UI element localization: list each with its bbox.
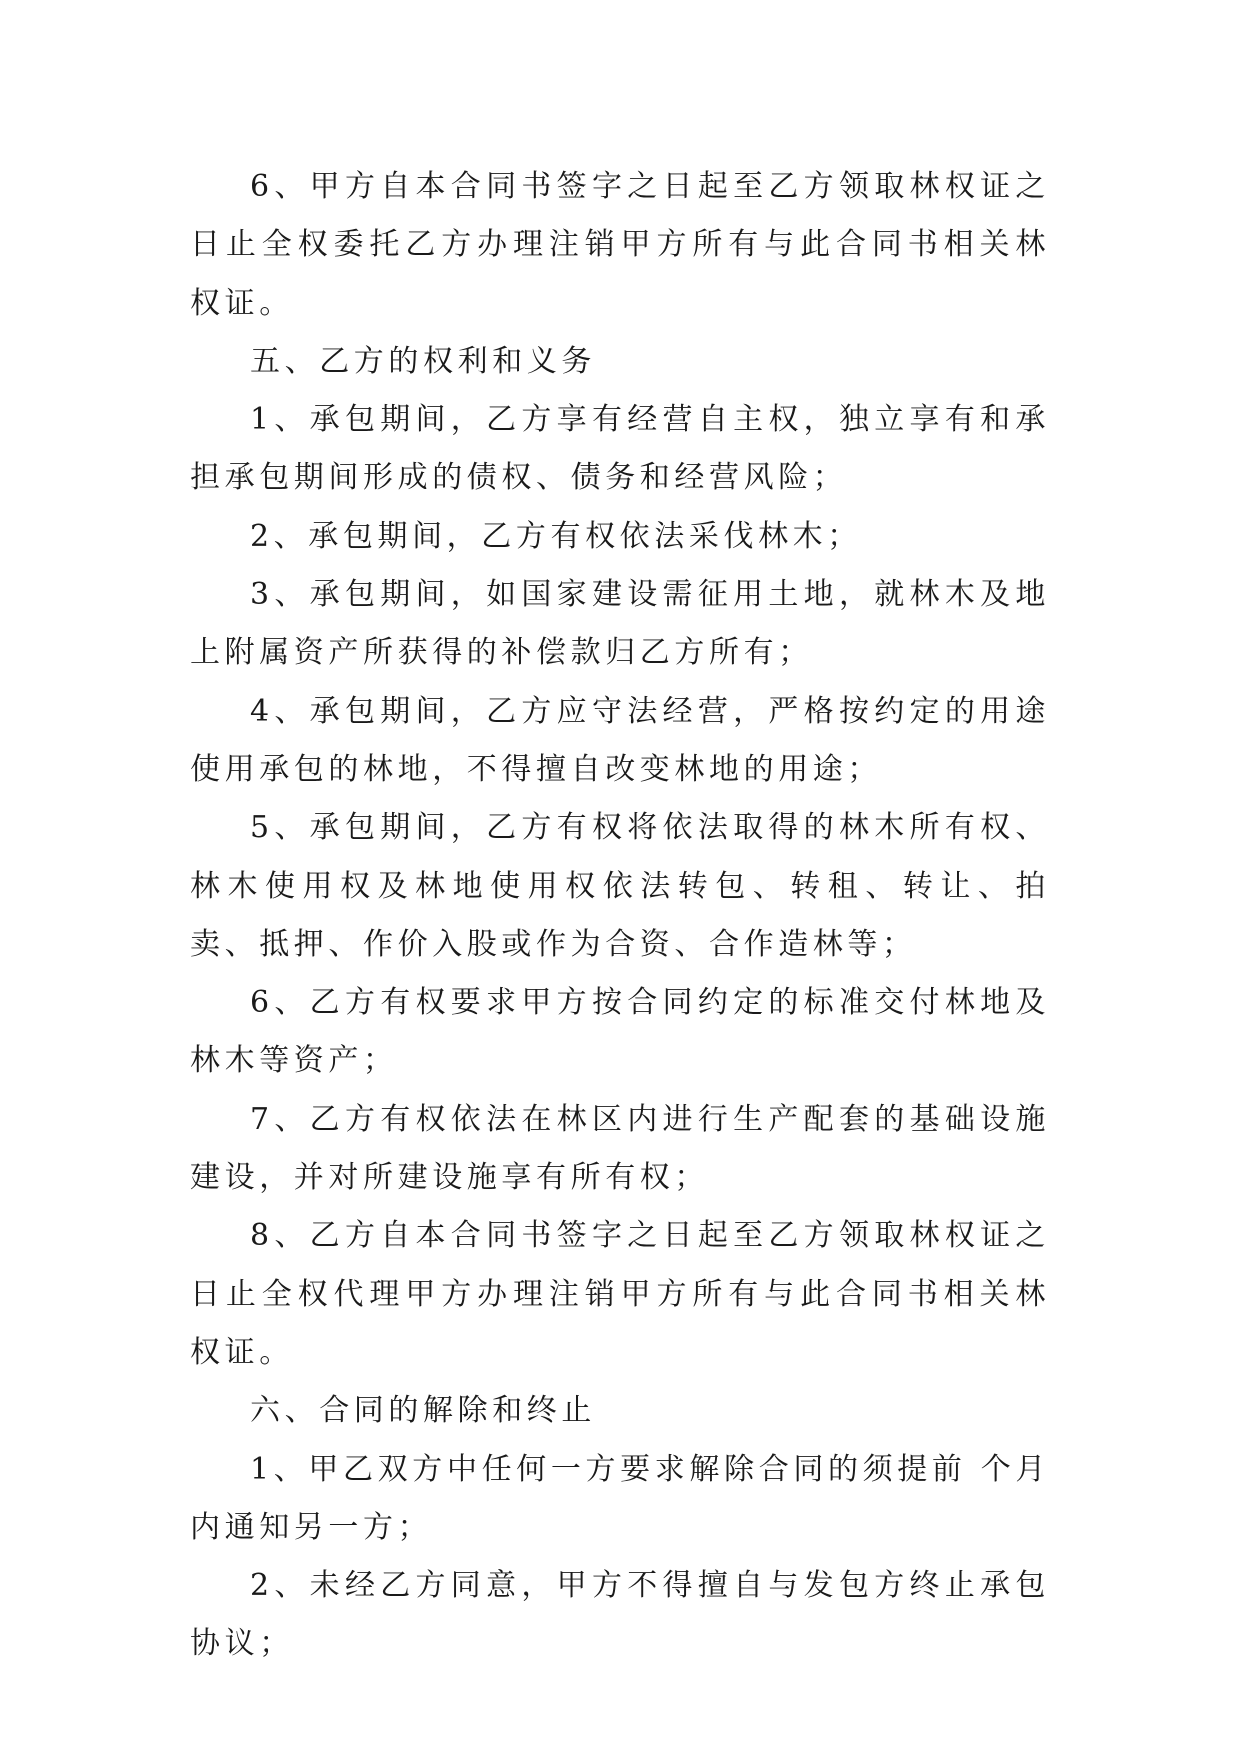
clause-5-5: 5、承包期间，乙方有权将依法取得的林木所有权、林木使用权及林地使用权依法转包、转租、转让、拍卖、抵押、作价入股或作为合资、合作造林等；	[190, 810, 1050, 962]
document-body	[190, 158, 1050, 1674]
section-heading-5: 五、乙方的权利和义务	[250, 343, 596, 379]
clause-5-6: 6、乙方有权要求甲方按合同约定的标准交付林地及林木等资产；	[190, 985, 1050, 1079]
clause-5-3: 3、承包期间，如国家建设需征用土地，就林木及地上附属资产所获得的补偿款归乙方所有；	[190, 577, 1050, 671]
clause-5-1: 1、承包期间，乙方享有经营自主权，独立享有和承担承包期间形成的债权、债务和经营风险；	[190, 402, 1050, 496]
clause-5-4: 4、承包期间，乙方应守法经营，严格按约定的用途使用承包的林地，不得擅自改变林地的用途；	[190, 693, 1050, 787]
clause-4-6: 6、甲方自本合同书签字之日起至乙方领取林权证之日止全权委托乙方办理注销甲方所有与此合同书相关林权证。	[190, 169, 1050, 321]
clause-5-8: 8、乙方自本合同书签字之日起至乙方领取林权证之日止全权代理甲方办理注销甲方所有与此合同书相关林权证。	[190, 1218, 1050, 1370]
clause-6-2: 2、未经乙方同意，甲方不得擅自与发包方终止承包协议；	[190, 1568, 1050, 1662]
clause-5-2: 2、承包期间，乙方有权依法采伐林木；	[250, 518, 862, 554]
section-heading-6: 六、合同的解除和终止	[250, 1393, 596, 1429]
clause-6-1: 1、甲乙双方中任何一方要求解除合同的须提前 个月内通知另一方；	[190, 1451, 1050, 1545]
clause-5-7: 7、乙方有权依法在林区内进行生产配套的基础设施建设，并对所建设施享有所有权；	[190, 1101, 1050, 1196]
